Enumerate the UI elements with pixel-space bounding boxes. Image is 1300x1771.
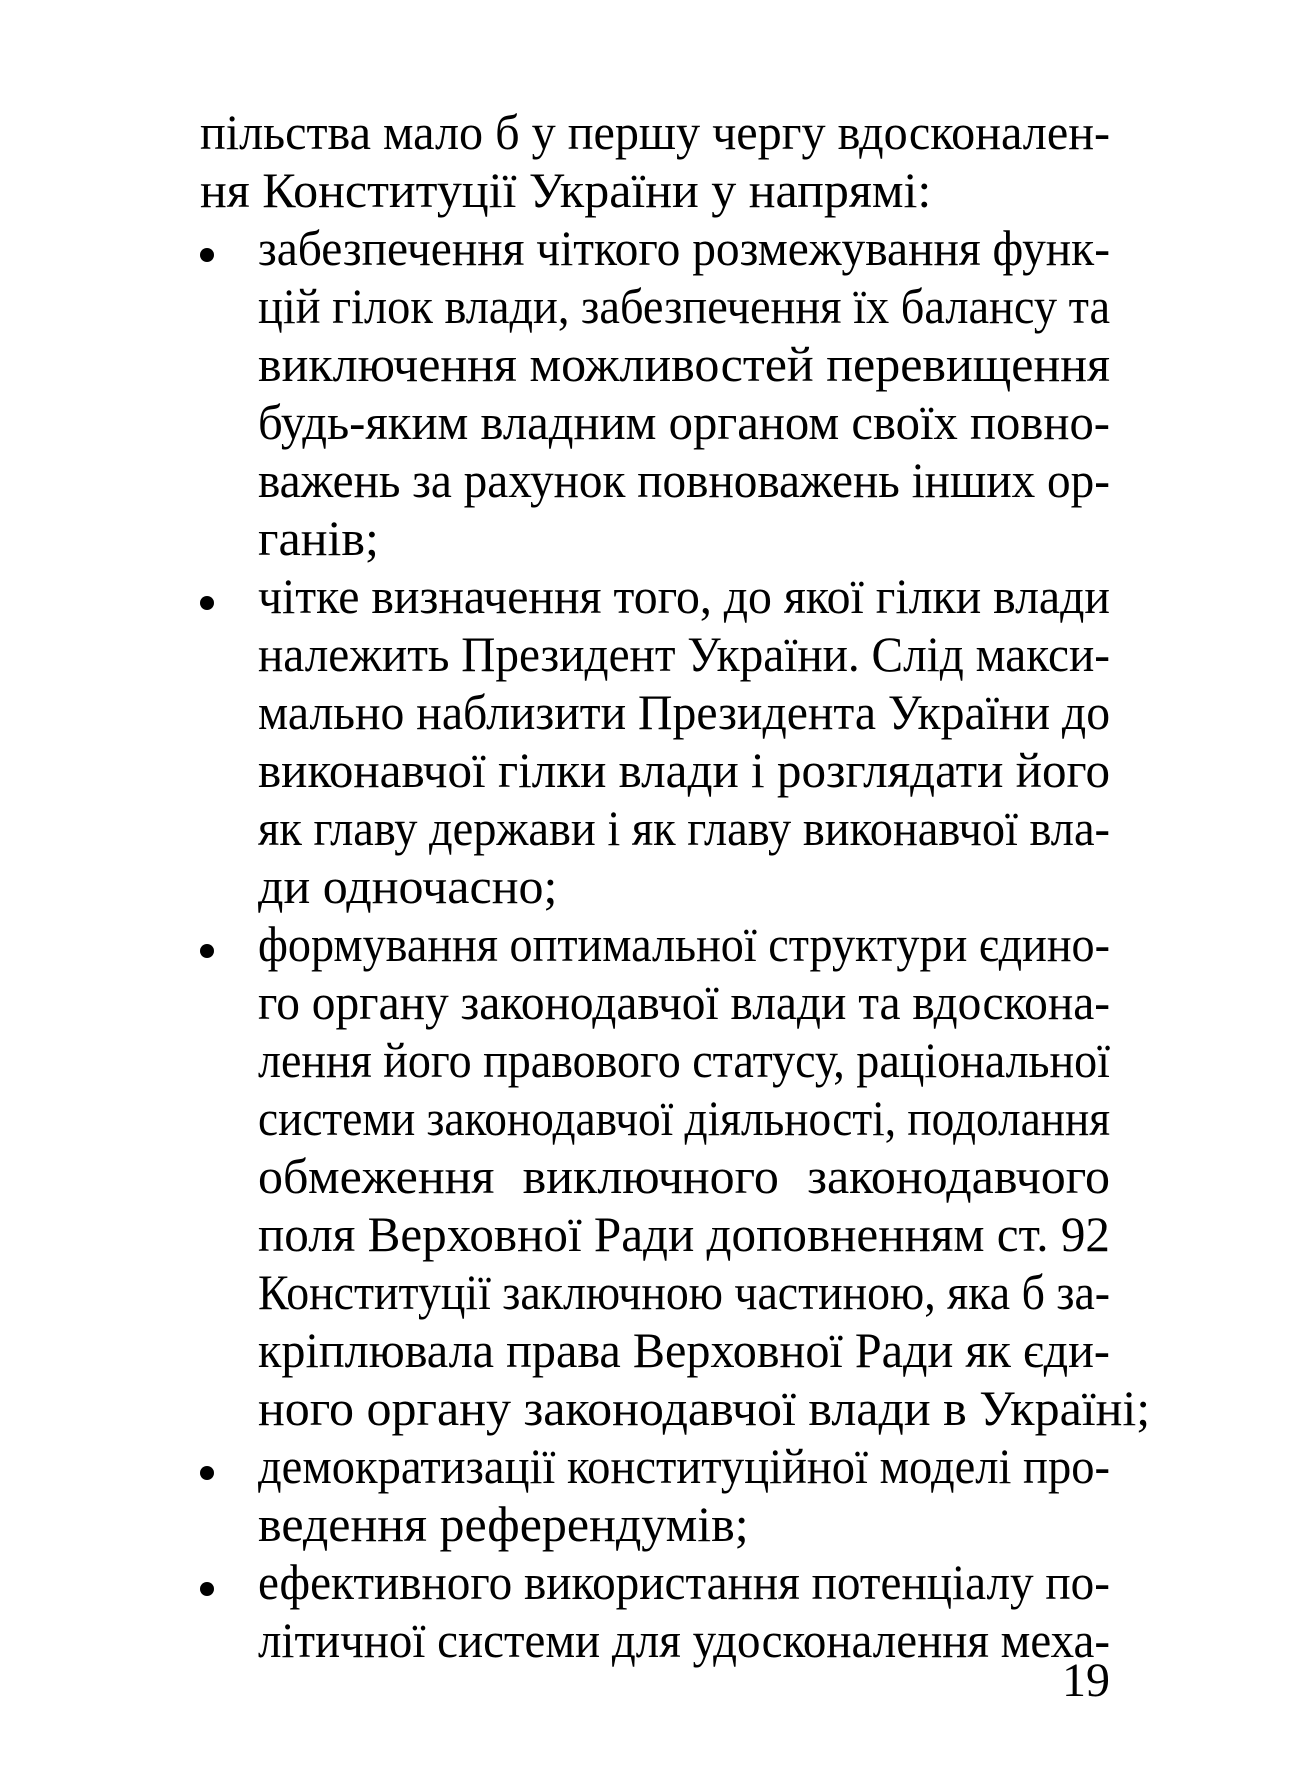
bullet-icon — [200, 944, 214, 958]
text-line: належить Президент України. Слід макси- — [258, 626, 1111, 682]
page-number: 19 — [1062, 1654, 1110, 1707]
text-line: лення його правового статусу, раціональної — [258, 1032, 1110, 1088]
text-line: Конституції заключною частиною, яка б за- — [258, 1264, 1111, 1320]
text-line: обмеження виключного законодавчого — [258, 1148, 1110, 1204]
text-line: чітке визначення того, до якої гілки влади — [258, 568, 1111, 624]
text-line: ня Конституції України у напрямі: — [200, 162, 932, 218]
text-line: формування оптимальної структури єдино- — [258, 916, 1111, 972]
text-line: забезпечення чіткого розмежування функ- — [258, 220, 1111, 276]
text-line: поля Верховної Ради доповненням ст. 92 — [258, 1206, 1110, 1262]
text-line: системи законодавчої діяльності, подолання — [258, 1090, 1111, 1146]
text-line: ефективного використання потенціалу по- — [258, 1554, 1111, 1610]
text-line: ного органу законодавчої влади в Україні; — [258, 1380, 1151, 1436]
text-line: кріплювала права Верховної Ради як єди- — [258, 1322, 1110, 1378]
text-line: ганів; — [258, 510, 379, 566]
text-line: пільства мало б у першу чергу вдосконален- — [200, 104, 1110, 160]
text-line: го органу законодавчої влади та вдоскона- — [258, 974, 1111, 1030]
text-line: демократизації конституційної моделі про- — [258, 1438, 1110, 1494]
bullet-icon — [200, 248, 214, 262]
bullet-icon — [200, 596, 214, 610]
text-line: виключення можливостей перевищення — [258, 336, 1110, 392]
text-line: виконавчої гілки влади і розглядати його — [258, 742, 1111, 798]
bullet-icon — [200, 1466, 214, 1480]
text-line: літичної системи для удосконалення меха- — [258, 1612, 1110, 1668]
text-line: ди одночасно; — [258, 858, 558, 914]
text-line: цій гілок влади, забезпечення їх балансу та — [258, 278, 1111, 334]
text-line: мально наблизити Президента України до — [258, 684, 1111, 740]
text-line: важень за рахунок повноважень інших ор- — [258, 452, 1110, 508]
bullet-icon — [200, 1582, 214, 1596]
text-line: ведення референдумів; — [258, 1496, 749, 1552]
text-line: як главу держави і як главу виконавчої вла- — [258, 800, 1110, 856]
text-line: будь-яким владним органом своїх повно- — [258, 394, 1111, 450]
